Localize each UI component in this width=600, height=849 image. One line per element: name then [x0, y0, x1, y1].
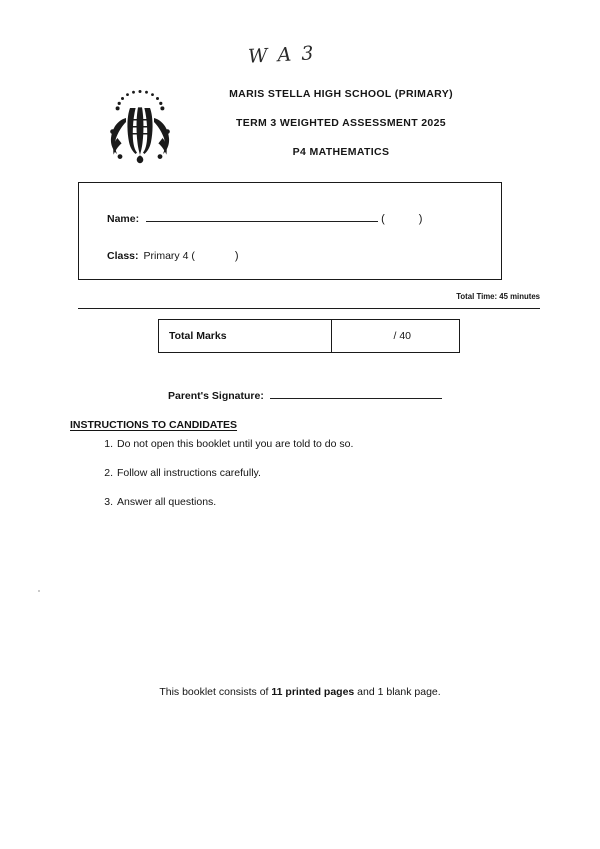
booklet-note-pages: 11 printed pages	[271, 686, 355, 698]
class-label: Class:	[107, 250, 139, 262]
parent-signature-row	[168, 388, 442, 402]
subject-title: P4 MATHEMATICS	[292, 146, 390, 158]
index-number-close-paren: )	[418, 213, 423, 225]
booklet-page-count-note	[0, 686, 600, 698]
class-field-row	[107, 250, 239, 262]
booklet-note-suffix: and 1 blank page.	[354, 686, 441, 698]
list-item	[104, 438, 354, 450]
total-marks-value[interactable]: / 40	[332, 320, 460, 353]
candidate-particulars-box	[78, 182, 502, 280]
header-title-block	[176, 88, 506, 158]
name-input[interactable]	[146, 211, 378, 222]
booklet-note-prefix: This booklet consists of	[159, 686, 272, 698]
parent-signature-input[interactable]	[270, 388, 442, 399]
table-row	[159, 320, 460, 353]
total-marks-label: Total Marks	[159, 320, 332, 353]
name-field-row	[107, 211, 422, 225]
header-divider	[78, 308, 540, 309]
total-marks-table	[158, 319, 460, 353]
index-number-open-paren: (	[381, 213, 385, 225]
class-prefix-value: Primary 4 (	[143, 250, 195, 262]
parent-signature-label: Parent's Signature:	[168, 390, 264, 402]
list-item	[104, 467, 353, 479]
scan-artifact-speck	[38, 590, 40, 592]
list-item-number: 1.	[104, 438, 113, 450]
list-item-number: 2.	[104, 467, 113, 479]
assessment-title: TERM 3 WEIGHTED ASSESSMENT 2025	[235, 117, 446, 129]
list-item-text: Answer all questions.	[117, 496, 217, 508]
list-item-text: Do not open this booklet until you are told to do so.	[117, 438, 354, 450]
instructions-list	[95, 438, 353, 525]
list-item-text: Follow all instructions carefully.	[117, 467, 261, 479]
list-item-number: 3.	[104, 496, 113, 508]
name-label: Name:	[107, 213, 140, 225]
class-close-paren: )	[234, 250, 239, 262]
school-name: MARIS STELLA HIGH SCHOOL (PRIMARY)	[229, 88, 453, 100]
instructions-heading: INSTRUCTIONS TO CANDIDATES	[70, 419, 238, 431]
handwritten-annotation: W A 3	[247, 42, 316, 68]
list-item	[104, 496, 353, 508]
maris-stella-monogram-icon	[104, 86, 176, 164]
total-time-text: Total Time: 45 minutes	[456, 292, 540, 301]
